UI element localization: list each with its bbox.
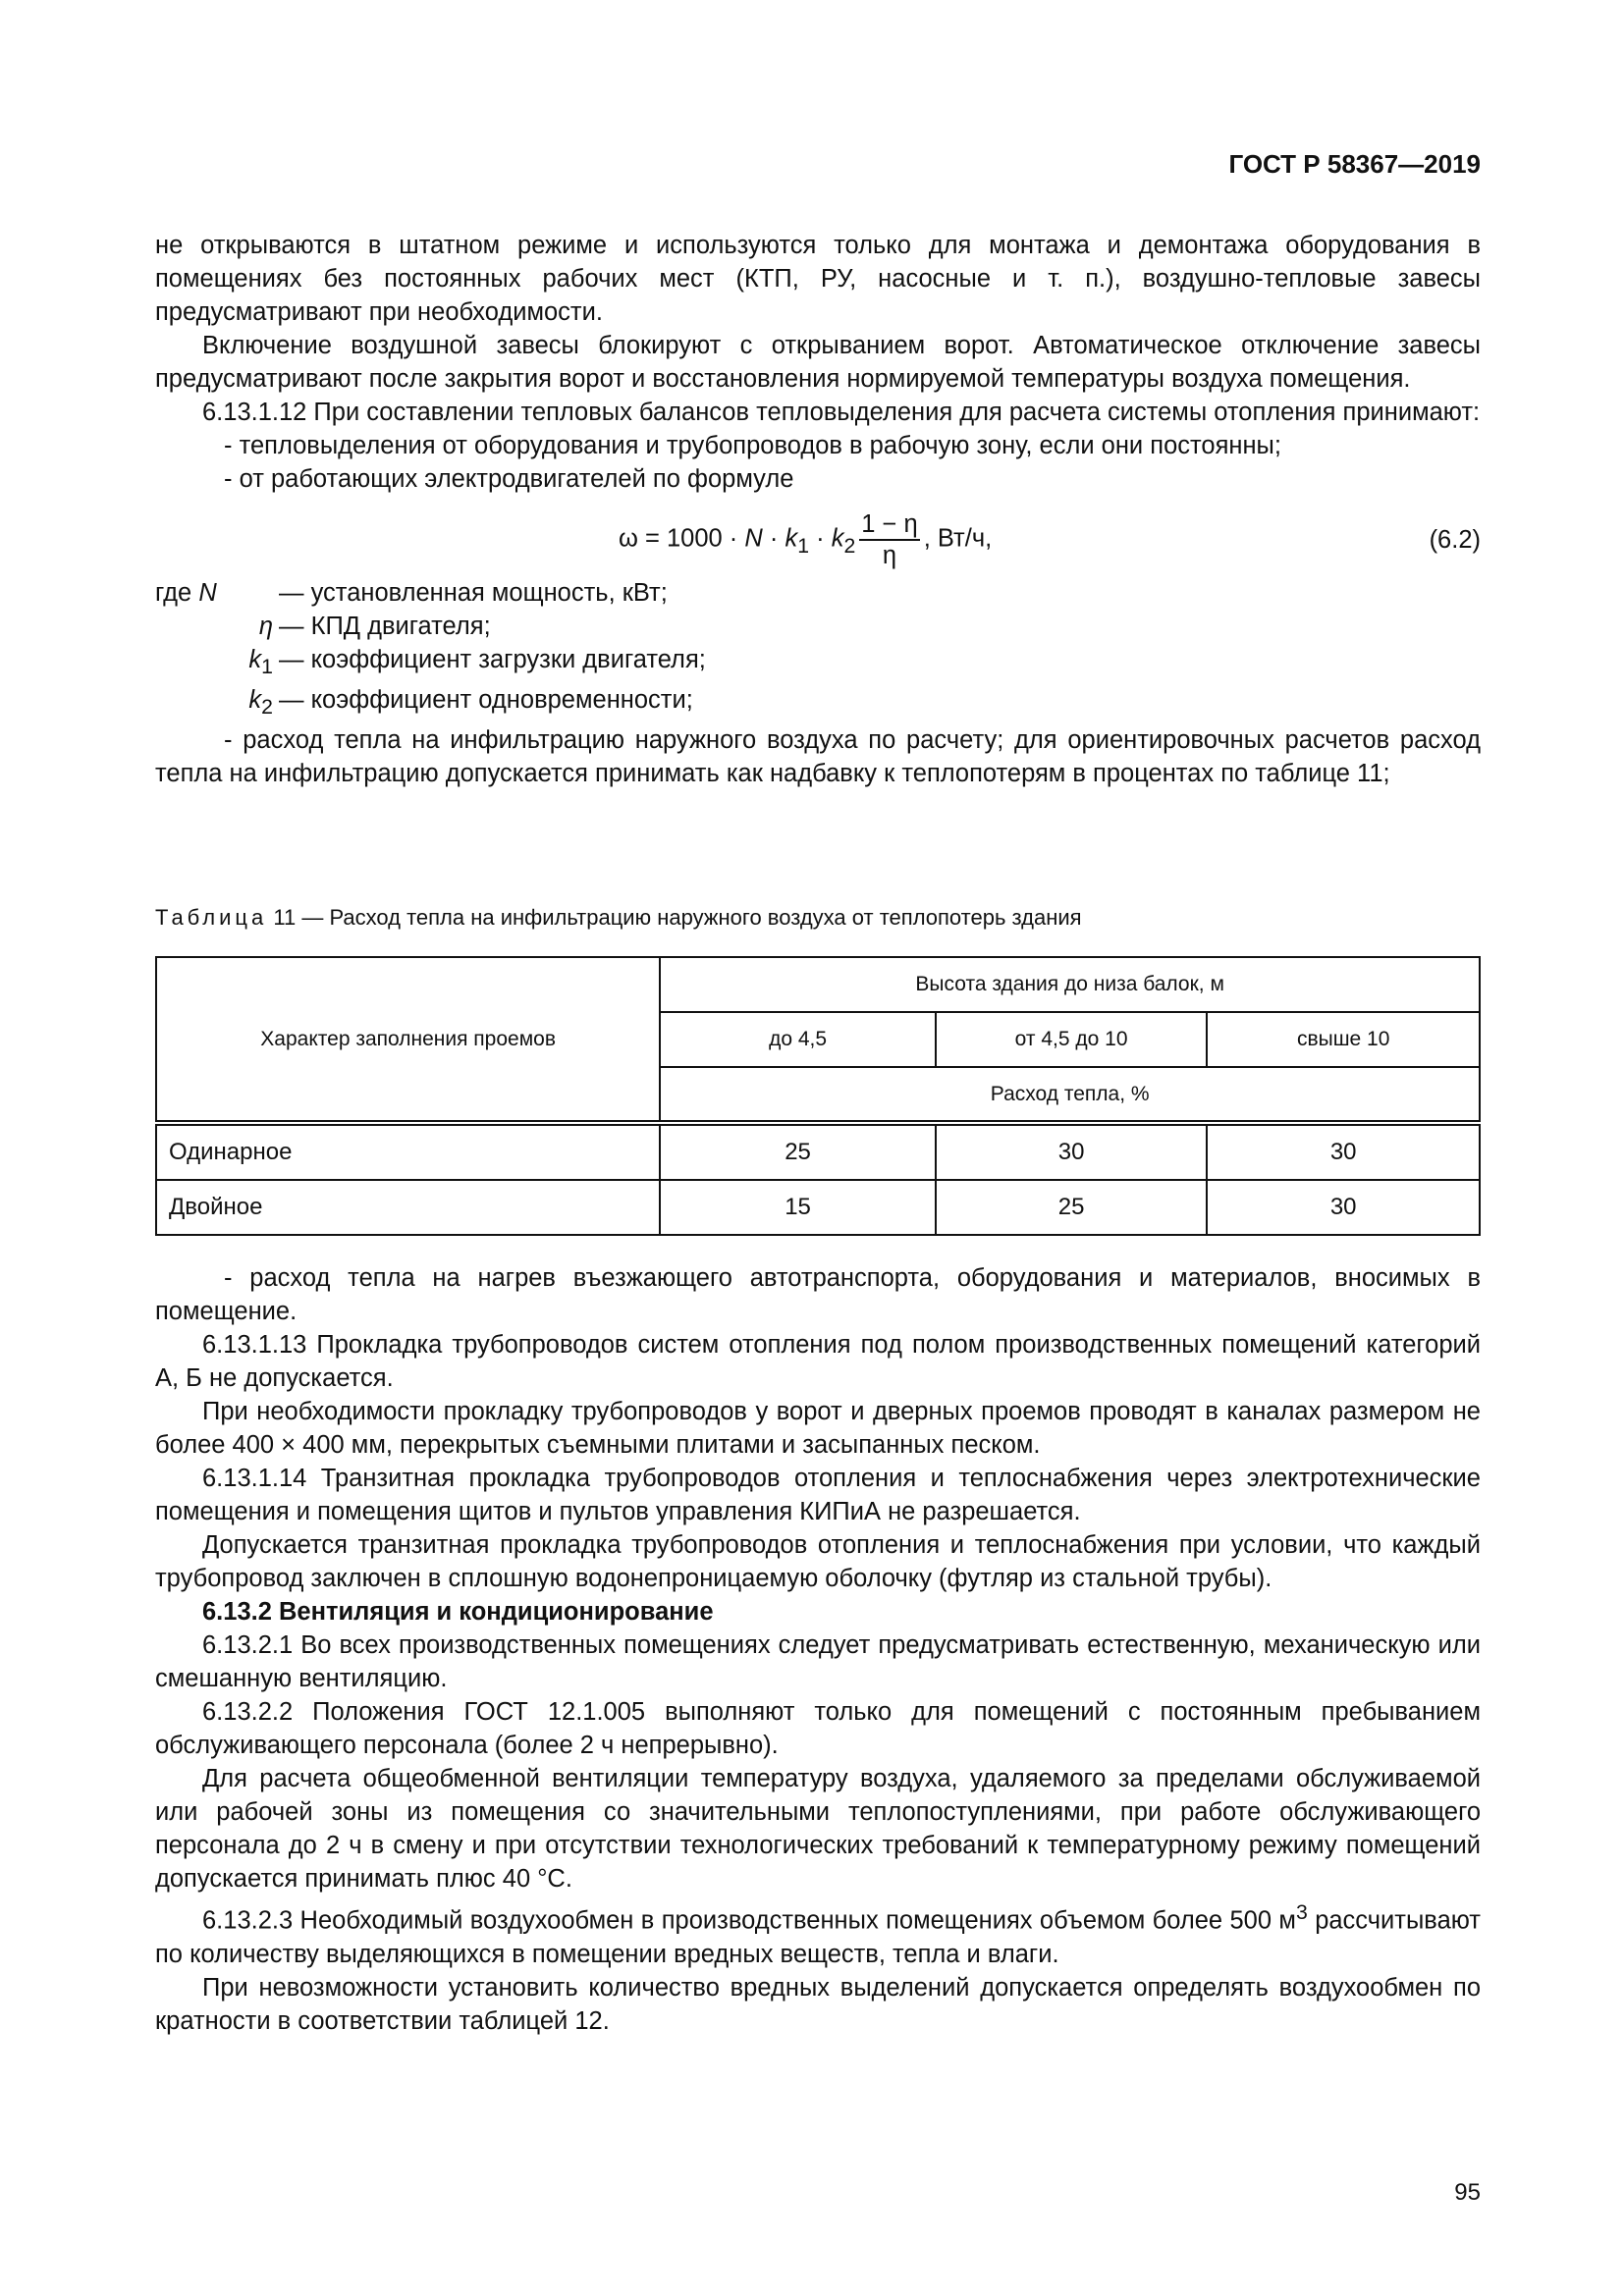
group-header: Высота здания до низа балок, м bbox=[660, 957, 1480, 1012]
paragraph: Включение воздушной завесы блокируют с открыванием ворот. Автоматическое отключение завесы предусматривают после закрытия ворот и восстановления нормируемой температуры воздуха помещения. bbox=[155, 332, 1481, 393]
paragraph: Для расчета общеобменной вентиляции температуру воздуха, удаляемого за пределами обслуживаемой или рабочей зоны из помещения со значительными теплопоступлениями, при работе обслуживающего персонала до 2 ч в смену и при отсутствии технологических требований к температурному режиму помещений допускается принимать плюс 40 °С. bbox=[155, 1765, 1481, 1893]
sub-header: от 4,5 до 10 bbox=[936, 1012, 1208, 1067]
formula-lhs: ω = 1000 · bbox=[619, 524, 745, 553]
where-item bbox=[155, 643, 1481, 683]
text-block-1 bbox=[155, 229, 1481, 790]
cell: 30 bbox=[1207, 1123, 1480, 1180]
formula-number: (6.2) bbox=[1429, 526, 1481, 554]
row-label: Одинарное bbox=[156, 1123, 660, 1180]
symbol-sub: 2 bbox=[261, 695, 273, 720]
list-item: - расход тепла на инфильтрацию наружного воздуха по расчету; для ориентировочных расчетов расход тепла на инфильтрацию допускается принимать как надбавку к теплопотерям в процентах по таблице 11; bbox=[155, 726, 1481, 788]
list-item: - от работающих электродвигателей по формуле bbox=[224, 465, 794, 493]
where-item bbox=[155, 576, 1481, 610]
where-list bbox=[155, 576, 1481, 723]
formula-n: N bbox=[744, 524, 763, 553]
formula-6-2 bbox=[155, 502, 1481, 572]
symbol: k bbox=[248, 646, 262, 673]
caption-text: 11 — Расход тепла на инфильтрацию наружного воздуха от теплопотерь здания bbox=[267, 905, 1082, 930]
cell: 30 bbox=[936, 1123, 1208, 1180]
paragraph: 6.13.1.12 При составлении тепловых балансов тепловыделения для расчета системы отопления принимают: bbox=[202, 399, 1481, 426]
section-heading: 6.13.2 Вентиляция и кондиционирование bbox=[202, 1598, 714, 1626]
formula-k1: k bbox=[785, 524, 798, 553]
formula-dot: · bbox=[762, 524, 785, 553]
formula-unit: , Вт/ч, bbox=[923, 524, 993, 553]
paragraph: 6.13.1.13 Прокладка трубопроводов систем отопления под полом производственных помещений категорий А, Б не допускается. bbox=[155, 1331, 1481, 1392]
fraction-numerator: 1 − η bbox=[859, 509, 919, 541]
formula-dot: · bbox=[809, 524, 832, 553]
fraction-denominator: η bbox=[882, 542, 897, 569]
where-prefix: где bbox=[155, 579, 199, 607]
where-text: — установленная мощность, кВт; bbox=[279, 579, 668, 607]
formula-sub: 2 bbox=[843, 533, 856, 558]
paragraph: При невозможности установить количество вредных выделений допускается определять воздухообмен по кратности в соответствии таблицей 12. bbox=[155, 1973, 1481, 2035]
text: 6.13.2.3 Необходимый воздухообмен в производственных помещениях объемом более 500 м bbox=[202, 1906, 1296, 1935]
text: рассчитывают по количеству выделяющихся в помещении вредных веществ, тепла и влаги. bbox=[155, 1906, 1481, 1968]
where-item bbox=[155, 683, 1481, 723]
paragraph bbox=[155, 1896, 1481, 1971]
table-caption bbox=[155, 905, 1082, 931]
paragraph: 6.13.2.2 Положения ГОСТ 12.1.005 выполняют только для помещений с постоянным пребыванием обслуживающего персонала (более 2 ч непрерывно). bbox=[155, 1698, 1481, 1759]
formula-k2: k bbox=[831, 524, 844, 553]
page-number: 95 bbox=[1454, 2179, 1481, 2206]
paragraph: При необходимости прокладку трубопроводов у ворот и дверных проемов проводят в каналах размером не более 400 × 400 мм, перекрытых съемными плитами и засыпанных песком. bbox=[155, 1398, 1481, 1459]
cell: 30 bbox=[1207, 1180, 1480, 1235]
formula-sub: 1 bbox=[797, 533, 810, 558]
document-header: ГОСТ Р 58367—2019 bbox=[1228, 149, 1481, 179]
cell: 25 bbox=[936, 1180, 1208, 1235]
where-text: — коэффициент загрузки двигателя; bbox=[279, 646, 706, 673]
where-symbol bbox=[155, 683, 279, 723]
cell: 15 bbox=[660, 1180, 936, 1235]
where-symbol bbox=[155, 576, 279, 610]
paragraph: Допускается транзитная прокладка трубопроводов отопления и теплоснабжения при условии, что каждый трубопровод заключен в сплошную водонепроницаемую оболочку (футляр из стальной трубы). bbox=[155, 1531, 1481, 1592]
unit-header: Расход тепла, % bbox=[660, 1067, 1480, 1123]
where-text: — КПД двигателя; bbox=[279, 613, 491, 640]
list-item: - расход тепла на нагрев въезжающего автотранспорта, оборудования и материалов, вносимых в помещение. bbox=[155, 1264, 1481, 1325]
table-row bbox=[156, 1180, 1480, 1235]
paragraph: 6.13.1.14 Транзитная прокладка трубопроводов отопления и теплоснабжения через электротехнические помещения и помещения щитов и пультов управления КИПиА не разрешается. bbox=[155, 1465, 1481, 1525]
list-item: - тепловыделения от оборудования и трубопроводов в рабочую зону, если они постоянны; bbox=[224, 432, 1281, 459]
sub-header: свыше 10 bbox=[1207, 1012, 1480, 1067]
paragraph: 6.13.2.1 Во всех производственных помещениях следует предусматривать естественную, механическую или смешанную вентиляцию. bbox=[155, 1631, 1481, 1692]
symbol: η bbox=[258, 613, 273, 640]
table-row bbox=[156, 1123, 1480, 1180]
col-header: Характер заполнения проемов bbox=[156, 957, 660, 1123]
where-symbol bbox=[155, 643, 279, 683]
superscript: 3 bbox=[1295, 1900, 1308, 1924]
text-block-2 bbox=[155, 1261, 1481, 2038]
symbol: N bbox=[198, 579, 217, 607]
table-11 bbox=[155, 956, 1481, 1236]
symbol: k bbox=[248, 686, 262, 715]
cell: 25 bbox=[660, 1123, 936, 1180]
sub-header: до 4,5 bbox=[660, 1012, 936, 1067]
where-symbol bbox=[155, 610, 279, 643]
paragraph: не открываются в штатном режиме и используются только для монтажа и демонтажа оборудования в помещениях без постоянных рабочих мест (КТП, РУ, насосные и т. п.), воздушно-тепловые завесы предусматривают при необходимости. bbox=[155, 232, 1481, 326]
row-label: Двойное bbox=[156, 1180, 660, 1235]
formula-fraction bbox=[859, 509, 919, 570]
where-item bbox=[155, 610, 1481, 643]
caption-label: Таблица bbox=[155, 905, 268, 930]
symbol-sub: 1 bbox=[261, 655, 273, 679]
where-text: — коэффициент одновременности; bbox=[279, 686, 693, 715]
